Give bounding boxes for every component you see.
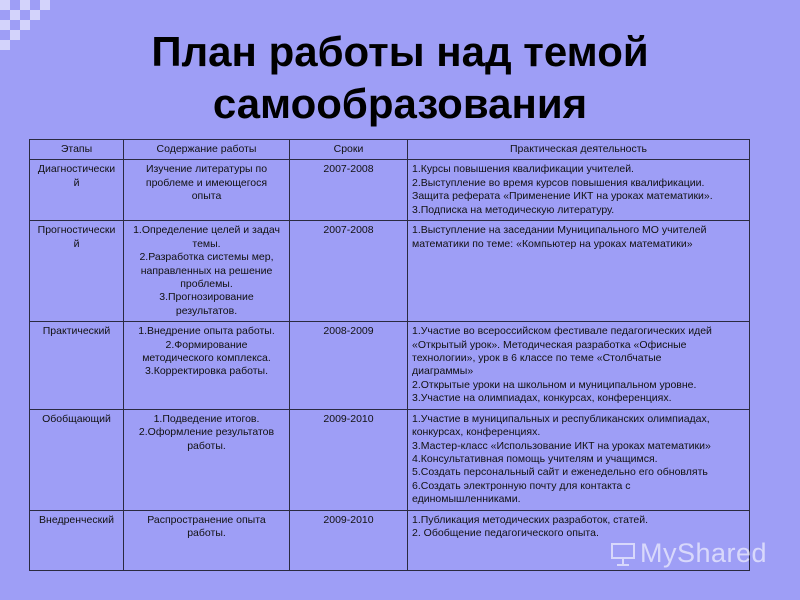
activity-cell-line: 1.Курсы повышения квалификации учителей. (412, 163, 634, 176)
content-cell (124, 409, 290, 510)
activity-cell-line: 2.Открытые уроки на школьном и муниципальном уровне. (412, 378, 697, 391)
activity-cell-line: 3.Мастер-класс «Использование ИКТ на уроках математики» (412, 439, 711, 452)
content-cell-line: темы. (192, 237, 221, 250)
activity-cell-line: «Открытый урок». Методическая разработка «Офисные (412, 338, 687, 351)
content-cell (124, 510, 290, 570)
header-activity: Практическая деятельность (408, 140, 750, 160)
watermark-text: MyShared (640, 538, 768, 568)
term-cell: 2007-2008 (290, 221, 408, 322)
activity-cell (408, 322, 750, 409)
stage-cell-line: Практический (42, 325, 111, 338)
activity-cell-line: 2.Выступление во время курсов повышения квалификации. (412, 176, 705, 189)
content-cell-line: проблемы. (180, 278, 233, 291)
header-content: Содержание работы (124, 140, 290, 160)
activity-cell-line: 1.Выступление на заседании Муниципального МО учителей (412, 224, 707, 237)
stage-cell-line: Внедренческий (39, 513, 114, 526)
stage-cell-line: Обобщающий (42, 412, 111, 425)
activity-cell-line: единомышленниками. (412, 493, 521, 506)
activity-cell-line: 2. Обобщение педагогического опыта. (412, 527, 599, 540)
activity-cell-line: 6.Создать электронную почту для контакта с (412, 479, 631, 492)
term-cell: 2008-2009 (290, 322, 408, 409)
stage-cell (30, 221, 124, 322)
term-cell: 2009-2010 (290, 510, 408, 570)
stage-cell (30, 409, 124, 510)
content-cell-line: 2.Формирование (165, 338, 248, 351)
stage-cell (30, 322, 124, 409)
work-plan-table (29, 139, 750, 571)
stage-cell-line: й (73, 176, 80, 189)
content-cell-line: 1.Подведение итогов. (153, 412, 260, 425)
activity-cell-line: 1.Публикация методических разработок, статей. (412, 513, 649, 526)
content-cell (124, 160, 290, 221)
content-cell-line: проблеме и имеющегося (145, 176, 268, 189)
stage-cell-line: й (73, 237, 80, 250)
content-cell-line: Изучение литературы по (145, 163, 268, 176)
activity-cell-line: конкурсах, конференциях. (412, 426, 541, 439)
activity-cell-line: 1.Участие в муниципальных и республиканских олимпиадах, (412, 412, 710, 425)
content-cell (124, 322, 290, 409)
table-row (30, 322, 750, 409)
term-cell: 2009-2010 (290, 409, 408, 510)
activity-cell-line: технологии», урок в 6 классе по теме «Столбчатые (412, 352, 662, 365)
table-row (30, 409, 750, 510)
title-line-2: самообразования (212, 80, 588, 127)
activity-cell-line: 1.Участие во всероссийском фестивале педагогических идей (412, 325, 712, 338)
table-row (30, 221, 750, 322)
table-body (30, 160, 750, 570)
content-cell-line: 1.Внедрение опыта работы. (138, 325, 275, 338)
content-cell-line: результатов. (175, 304, 238, 317)
activity-cell-line: 3.Участие на олимпиадах, конкурсах, конференциях. (412, 392, 672, 405)
content-cell-line: 3.Прогнозирование (159, 291, 254, 304)
activity-cell-line: Защита реферата «Применение ИКТ на уроках математики». (412, 190, 713, 203)
stage-cell-line: Прогностически (37, 224, 116, 237)
content-cell-line: опыта (191, 190, 222, 203)
activity-cell (408, 221, 750, 322)
watermark (606, 538, 767, 569)
stage-cell-line: Диагностически (37, 163, 116, 176)
page-title (0, 26, 800, 130)
table-row (30, 160, 750, 221)
content-cell-line: 3.Корректировка работы. (144, 365, 269, 378)
activity-cell-line: диаграммы» (412, 365, 474, 378)
content-cell-line: 1.Определение целей и задач (133, 224, 280, 237)
content-cell-line: 2.Разработка системы мер, (139, 251, 274, 264)
activity-cell-line: математики по теме: «Компьютер на уроках математики» (412, 237, 693, 250)
content-cell-line: направленных на решение (140, 264, 273, 277)
activity-cell (408, 160, 750, 221)
content-cell-line: 2.Оформление результатов (138, 426, 275, 439)
content-cell-line: работы. (187, 439, 226, 452)
header-stages: Этапы (30, 140, 124, 160)
content-cell-line: Распространение опыта (147, 513, 266, 526)
header-terms: Сроки (290, 140, 408, 160)
stage-cell (30, 510, 124, 570)
stage-cell (30, 160, 124, 221)
term-cell: 2007-2008 (290, 160, 408, 221)
activity-cell-line: 5.Создать персональный сайт и еженедельно его обновлять (412, 466, 708, 479)
activity-cell (408, 409, 750, 510)
activity-cell-line: 3.Подписка на методическую литературу. (412, 203, 615, 216)
title-line-1: План работы над темой (151, 28, 649, 75)
activity-cell-line: 4.Консультативная помощь учителям и учащимся. (412, 452, 658, 465)
content-cell-line: работы. (187, 527, 226, 540)
content-cell (124, 221, 290, 322)
table-header-row (30, 140, 750, 160)
content-cell-line: методического комплекса. (142, 352, 271, 365)
